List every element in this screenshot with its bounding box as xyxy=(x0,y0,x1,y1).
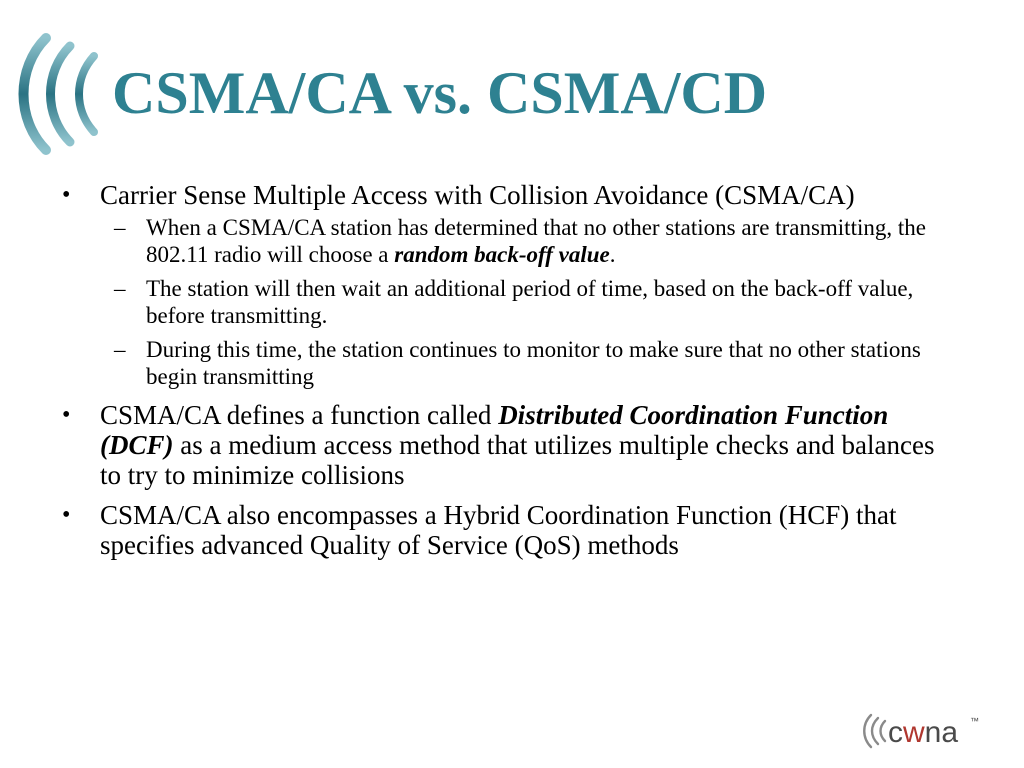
emphasis-text: random back-off value xyxy=(394,242,610,267)
bullet-mark: • xyxy=(62,402,71,428)
bullet-item xyxy=(56,500,956,560)
slide-title: CSMA/CA vs. CSMA/CD xyxy=(112,60,768,126)
dash-mark: – xyxy=(114,337,126,362)
bullet-text: CSMA/CA defines a function called xyxy=(100,400,499,430)
cwna-logo xyxy=(858,706,988,756)
sub-bullet-text: During this time, the station continues to monitor to make sure that no other stations begin transmitting xyxy=(146,337,921,389)
bullet-mark: • xyxy=(62,502,71,528)
sub-bullet-text: The station will then wait an additional period of time, based on the back-off value, before transmitting. xyxy=(146,276,914,328)
trademark-symbol: ™ xyxy=(970,716,979,726)
bullet-mark: • xyxy=(62,182,71,208)
sub-bullet-text-end: . xyxy=(609,242,616,267)
bullet-item xyxy=(56,180,956,390)
dash-mark: – xyxy=(114,215,126,240)
cwna-logo-text: cwna xyxy=(888,716,959,749)
sub-bullet-item xyxy=(100,214,956,268)
bullet-text-end: as a medium access method that utilizes multiple checks and balances to try to minimize collisions xyxy=(100,430,935,490)
sub-bullet-item xyxy=(100,336,956,390)
dash-mark: – xyxy=(114,276,126,301)
emphasis-text: Distributed Coordination Function (DCF) xyxy=(100,400,889,460)
bullet-item xyxy=(56,400,956,490)
sub-bullet-text: When a CSMA/CA station has determined that no other stations are transmitting, the 802.11 radio will choose a xyxy=(146,215,926,267)
slide-content xyxy=(56,180,956,570)
bullet-text: Carrier Sense Multiple Access with Collision Avoidance (CSMA/CA) xyxy=(100,180,855,210)
radio-waves-icon xyxy=(14,32,110,156)
bullet-text: CSMA/CA also encompasses a Hybrid Coordination Function (HCF) that specifies advanced Quality of Service (QoS) methods xyxy=(100,500,897,560)
sub-bullet-list xyxy=(100,214,956,390)
sub-bullet-item xyxy=(100,275,956,329)
